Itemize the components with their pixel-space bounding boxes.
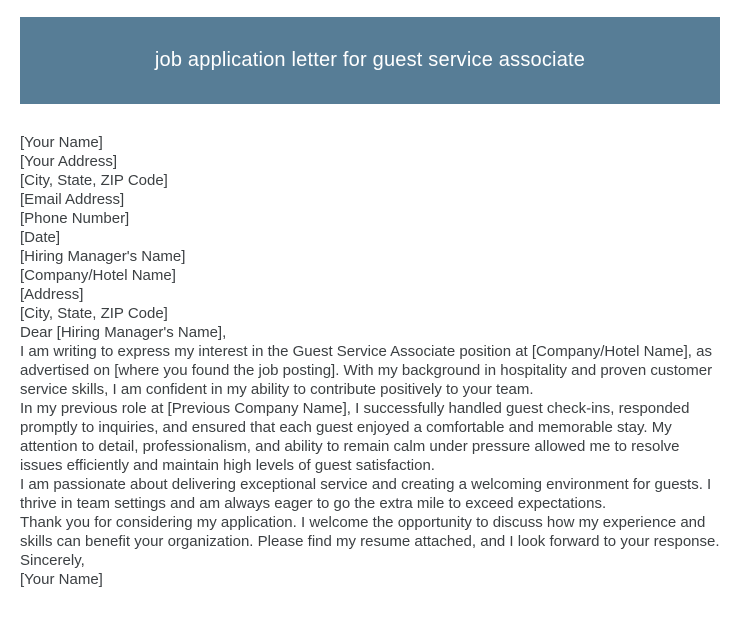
recipient-company-line: [Company/Hotel Name] xyxy=(20,267,176,284)
sender-city-line: [City, State, ZIP Code] xyxy=(20,172,168,189)
recipient-city-line: [City, State, ZIP Code] xyxy=(20,305,168,322)
paragraph-thanks: Thank you for considering my application. I welcome the opportunity to discuss how my experience and skills can benefit your organization. Please find my resume attached, and I look forward to your response. xyxy=(20,514,720,550)
sender-phone-line: [Phone Number] xyxy=(20,210,130,227)
sender-email-line: [Email Address] xyxy=(20,191,125,208)
sender-address-line: [Your Address] xyxy=(20,153,118,170)
letter-body xyxy=(20,133,722,589)
closing: Sincerely, xyxy=(20,552,85,569)
salutation: Dear [Hiring Manager's Name], xyxy=(20,324,227,341)
title-banner xyxy=(20,17,720,104)
signature: [Your Name] xyxy=(20,571,103,588)
date-line: [Date] xyxy=(20,229,61,246)
page-title: job application letter for guest service associate xyxy=(154,49,586,71)
paragraph-passion: I am passionate about delivering exceptional service and creating a welcoming environment for guests. I thrive in team settings and am always eager to go the extra mile to exceed expectations. xyxy=(20,476,712,512)
recipient-address-line: [Address] xyxy=(20,286,84,303)
paragraph-introduction: I am writing to express my interest in the Guest Service Associate position at [Company/Hotel Name], as advertised on [where you found the job posting]. With my background in hospitality and proven customer service skills, I am confident in my ability to contribute positively to your team. xyxy=(20,343,713,398)
sender-name-line: [Your Name] xyxy=(20,134,103,151)
recipient-name-line: [Hiring Manager's Name] xyxy=(20,248,186,265)
paragraph-experience: In my previous role at [Previous Company Name], I successfully handled guest check-ins, responded promptly to inquiries, and ensured that each guest enjoyed a comfortable and memorable stay. My attention to detail, professionalism, and ability to remain calm under pressure allowed me to resolve issues efficiently and maintain high levels of guest satisfaction. xyxy=(20,400,690,474)
